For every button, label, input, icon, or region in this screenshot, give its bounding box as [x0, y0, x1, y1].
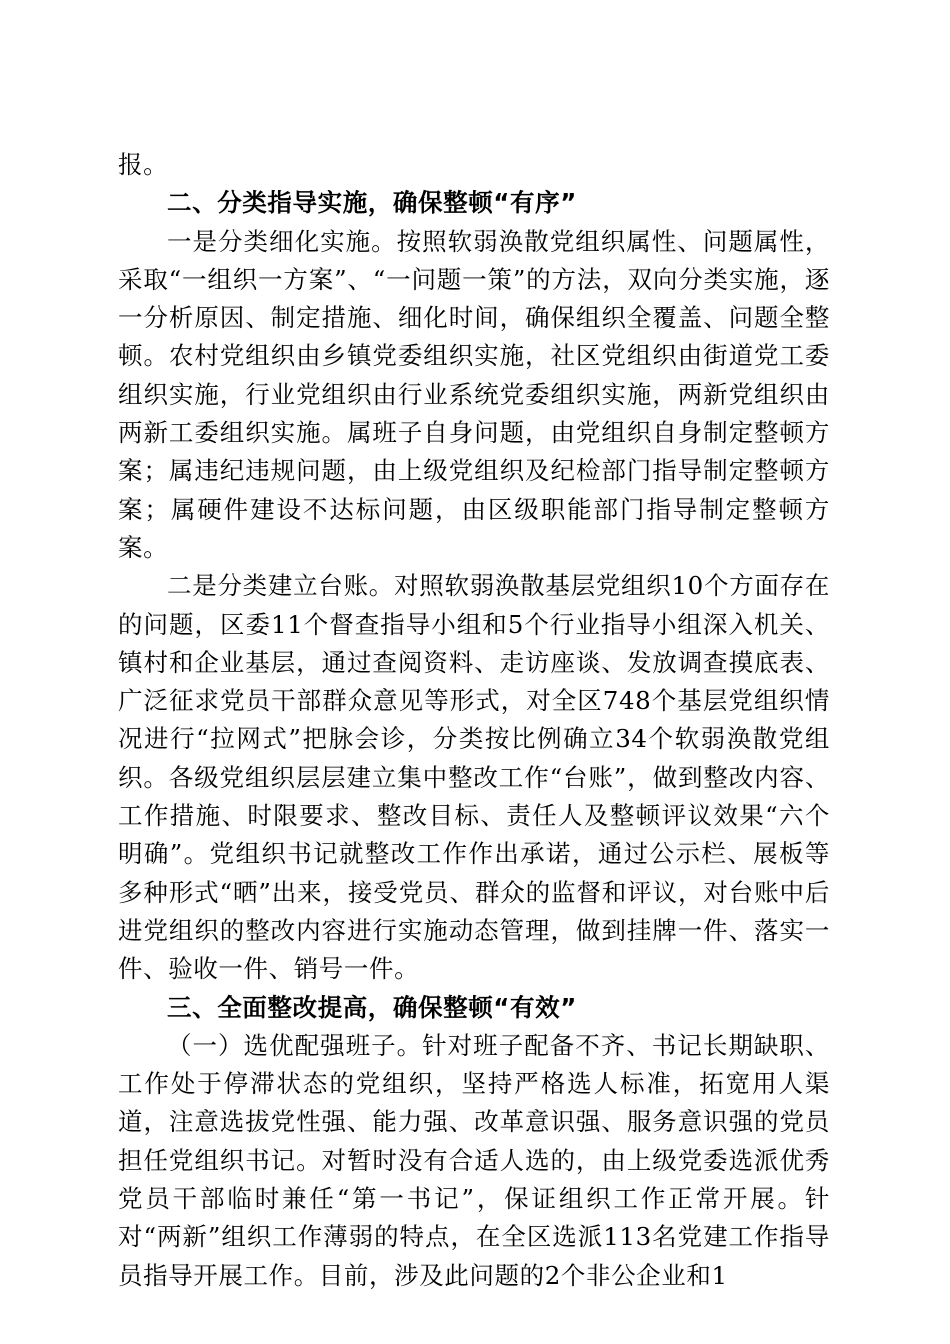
section-2-heading: 二、分类指导实施，确保整顿“有序”: [167, 188, 577, 218]
paragraph-lead: （一）选优配强班子。: [167, 1030, 423, 1060]
document-page: [118, 146, 830, 1295]
section-2-paragraph-2: [118, 567, 830, 988]
paragraph-body: 按照软弱涣散党组织属性、问题属性，采取“一组织一方案”、“一问题一策”的方法，双向分类实施，逐一分析原因、制定措施、细化时间，确保组织全覆盖、问题全整顿。农村党组织由乡镇党委组织实施，社区党组织由街道党工委组织实施，行业党组织由行业系统党委组织实施，两新党组织由两新工委组织实施。属班子自身问题，由党组织自身制定整顿方案；属违纪违规问题，由上级党组织及纪检部门指导制定整顿方案；属硬件建设不达标问题，由区级职能部门指导制定整顿方案。: [118, 226, 830, 562]
paragraph-lead: 二是分类建立台账。: [167, 571, 395, 601]
section-3-heading: 三、全面整改提高，确保整顿“有效”: [167, 992, 577, 1022]
paragraph-body: 针对班子配备不齐、书记长期缺职、工作处于停滞状态的党组织，坚持严格选人标准，拓宽用人渠道，注意选拔党性强、能力强、改革意识强、服务意识强的党员担任党组织书记。对暂时没有合适人选的，由上级党委选派优秀党员干部临时兼任“第一书记”，保证组织工作正常开展。针对“两新”组织工作薄弱的特点，在全区选派113名党建工作指导员指导开展工作。目前，涉及此问题的2个非公企业和1: [118, 1030, 830, 1290]
section-2-paragraph-1: [118, 223, 830, 568]
paragraph-lead: 一是分类细化实施。: [167, 226, 397, 256]
section-3-paragraph-1: [118, 1027, 830, 1295]
continuation-text: 报。: [118, 150, 169, 179]
paragraph-body: 对照软弱涣散基层党组织10个方面存在的问题，区委11个督查指导小组和5个行业指导小组深入机关、镇村和企业基层，通过查阅资料、走访座谈、发放调查摸底表、广泛征求党员干部群众意见等形式，对全区748个基层党组织情况进行“拉网式”把脉会诊，分类按比例确立34个软弱涣散党组织。各级党组织层层建立集中整改工作“台账”，做到整改内容、工作措施、时限要求、整改目标、责任人及整顿评议效果“六个明确”。党组织书记就整改工作作出承诺，通过公示栏、展板等多种形式“晒”出来，接受党员、群众的监督和评议，对台账中后进党组织的整改内容进行实施动态管理，做到挂牌一件、落实一件、验收一件、销号一件。: [118, 571, 830, 984]
